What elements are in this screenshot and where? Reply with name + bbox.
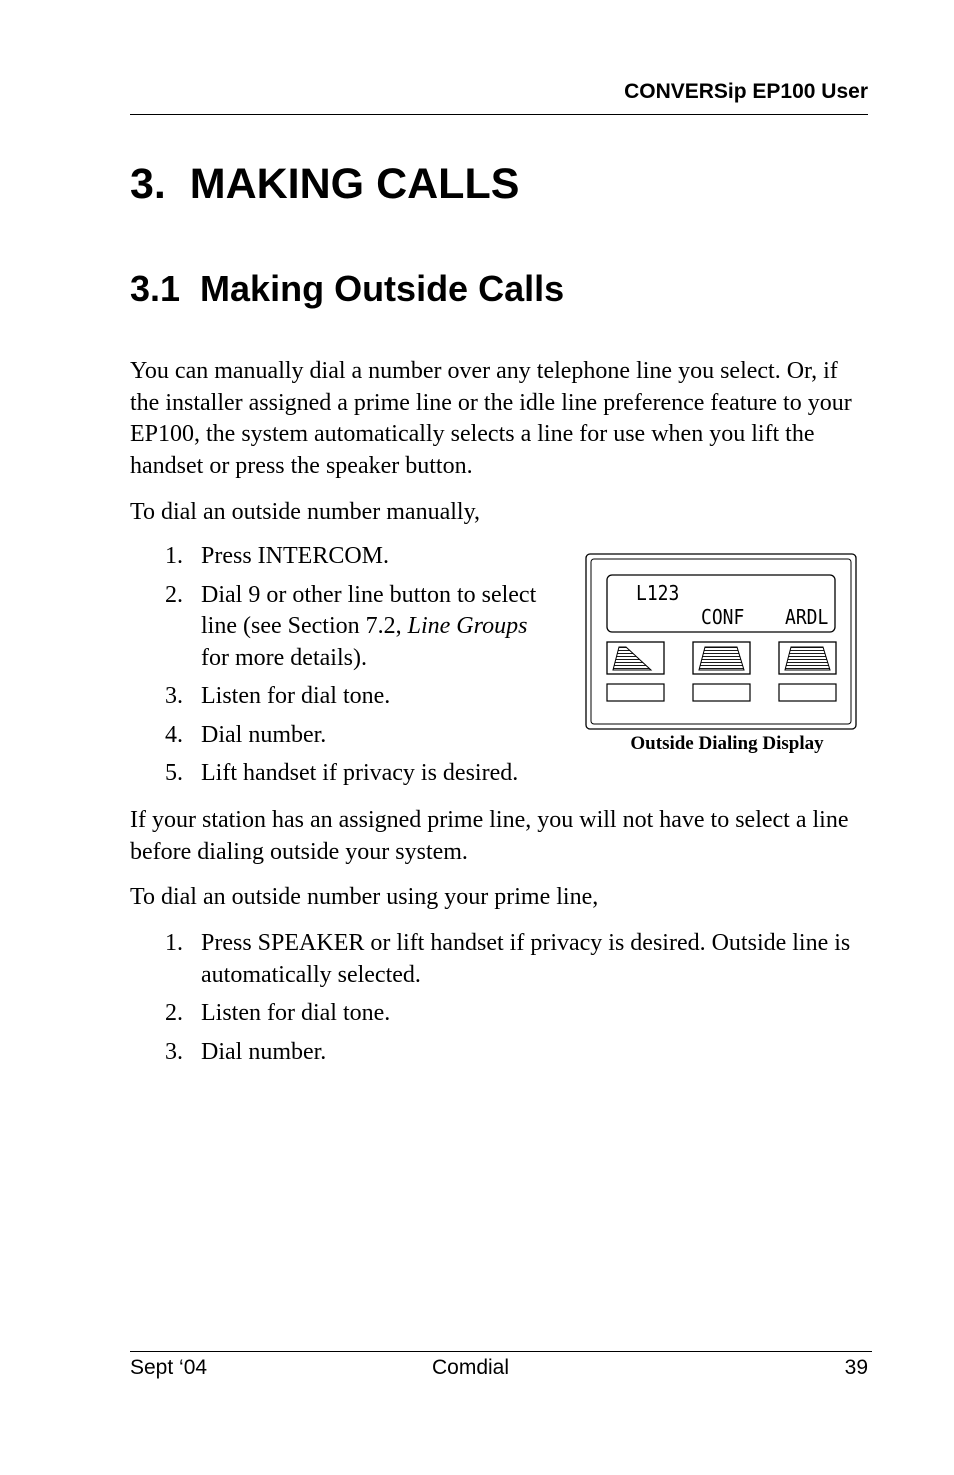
prime-lead-paragraph: To dial an outside number using your prime line, xyxy=(130,884,599,910)
lcd-softkey-label-conf: CONF xyxy=(701,606,745,630)
figure-caption: Outside Dialing Display xyxy=(630,733,824,754)
running-header: CONVERSip EP100 User xyxy=(624,80,868,103)
list-item-number: 3. xyxy=(165,1038,183,1065)
footer-date: Sept ‘04 xyxy=(130,1356,208,1379)
list-item xyxy=(165,928,865,991)
list-item-text: Press INTERCOM. xyxy=(201,543,390,569)
list-item-text xyxy=(201,582,536,671)
lcd-line-text: L123 xyxy=(636,582,680,606)
list-item xyxy=(165,758,560,790)
list-item xyxy=(165,681,560,713)
button-label-strip xyxy=(779,684,836,701)
phone-display-illustration xyxy=(585,553,857,731)
footer-company: Comdial xyxy=(432,1356,510,1379)
list-item xyxy=(165,720,560,752)
manual-steps-list xyxy=(165,541,560,797)
list-item-number: 2. xyxy=(165,581,183,608)
list-item xyxy=(165,541,560,573)
list-item xyxy=(165,580,560,675)
button-label-strip xyxy=(693,684,750,701)
display-figure xyxy=(585,553,857,731)
list-item-text: Lift handset if privacy is desired. xyxy=(201,760,519,786)
button-label-strip xyxy=(607,684,664,701)
list-item-number: 4. xyxy=(165,721,183,748)
list-item-text: Dial number. xyxy=(201,1038,327,1065)
intro-paragraph: You can manually dial a number over any telephone line you select. Or, if the installer assigned a prime line or the idle line preference feature to your EP100, the system automatically selects a line for use when you lift the handset or press the speaker button. xyxy=(130,358,852,479)
list-item-number: 3. xyxy=(165,683,183,709)
section-title: 3.1 Making Outside Calls xyxy=(130,268,565,309)
list-item-text: Press SPEAKER or lift handset if privacy is desired. Outside line is automatically selected. xyxy=(201,930,851,988)
list-item-number: 2. xyxy=(165,1000,183,1026)
softkey-button-1[interactable] xyxy=(607,642,664,674)
chapter-title: 3. MAKING CALLS xyxy=(130,160,520,208)
list-item-text: Dial number. xyxy=(201,721,327,748)
list-item xyxy=(165,998,865,1030)
lcd-softkey-label-ardl: ARDL xyxy=(785,606,829,630)
prime-steps-list xyxy=(165,928,865,1075)
header-rule xyxy=(130,114,868,115)
list-item-text: Listen for dial tone. xyxy=(201,1000,391,1026)
list-item xyxy=(165,1037,865,1069)
list-item-number: 1. xyxy=(165,543,183,569)
page-number: 39 xyxy=(844,1356,868,1379)
manual-lead-paragraph: To dial an outside number manually, xyxy=(130,499,481,525)
list-item-number: 5. xyxy=(165,760,183,786)
list-item-text: Listen for dial tone. xyxy=(201,683,391,709)
list-item-text-start: Dial 9 or other line button to select line (see Section 7.2, xyxy=(201,581,537,639)
softkey-button-2[interactable] xyxy=(693,642,750,674)
list-item-number: 1. xyxy=(165,930,183,956)
softkey-button-3[interactable] xyxy=(779,642,836,674)
footer-rule xyxy=(130,1351,872,1352)
section-reference: Line Groups xyxy=(407,613,528,639)
list-item-text-end: for more details). xyxy=(201,644,367,671)
prime-line-note: If your station has an assigned prime line, you will not have to select a line before dialing outside your system. xyxy=(130,807,849,865)
